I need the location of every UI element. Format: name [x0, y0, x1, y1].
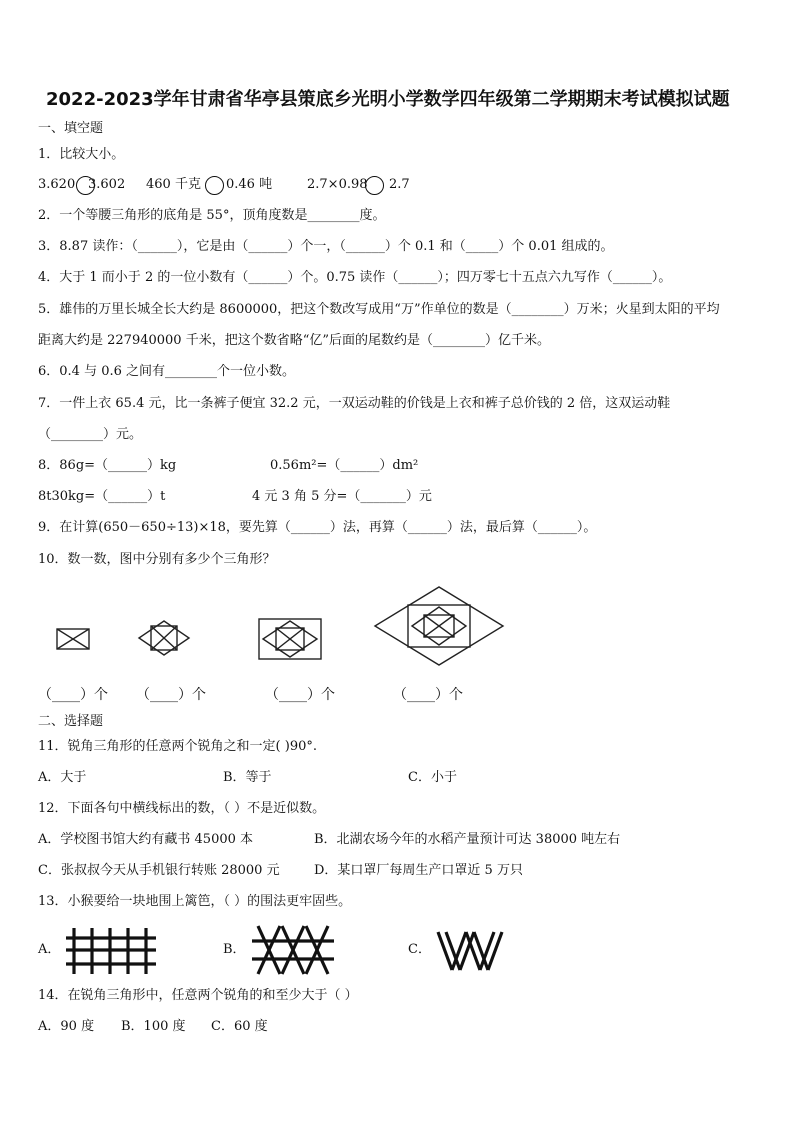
triangle-figure-4 — [374, 586, 504, 666]
question-7-line-2: （________）元。 — [38, 427, 143, 442]
q1-a-left: 3.620 — [38, 177, 76, 192]
q12-option-a[interactable]: A．学校图书馆大约有藏书 45000 本 — [38, 832, 254, 847]
q11-option-b[interactable]: B．等于 — [223, 770, 272, 785]
question-8a: 8．86g=（______）kg — [38, 458, 177, 473]
q1-b-left: 460 千克 — [146, 177, 201, 192]
q13-option-b[interactable]: B． — [223, 942, 246, 957]
q13-option-a[interactable]: A． — [38, 942, 61, 957]
section-heading-fill-blank: 一、填空题 — [38, 121, 104, 136]
q10-answer-blank-1[interactable]: （____）个 — [38, 687, 108, 703]
fence-grid-image — [66, 928, 156, 974]
q14-option-c[interactable]: C．60 度 — [211, 1019, 268, 1034]
question-11-stem: 11．锐角三角形的任意两个锐角之和一定( )90°. — [38, 739, 317, 754]
q1-b-right: 0.46 吨 — [226, 177, 273, 192]
question-9: 9．在计算(650－650÷13)×18，要先算（______）法，再算（______）法，最后算（______）。 — [38, 520, 597, 535]
fence-zigzag-image — [436, 930, 504, 972]
q12-option-d[interactable]: D．某口罩厂每周生产口罩近 5 万只 — [314, 863, 523, 878]
triangle-figure-2 — [138, 620, 190, 656]
q10-answer-blank-4[interactable]: （____）个 — [393, 687, 463, 703]
q13-option-c[interactable]: C． — [408, 942, 431, 957]
question-5-line-1: 5．雄伟的万里长城全长大约是 8600000，把这个数改写成用“万”作单位的数是（________）万米；火星到太阳的平均 — [38, 302, 720, 317]
q12-option-b[interactable]: B．北湖农场今年的水稻产量预计可达 38000 吨左右 — [314, 832, 621, 847]
question-8b: 0.56m²=（______）dm² — [270, 458, 419, 473]
q1-c-left: 2.7×0.98 — [307, 177, 368, 192]
compare-circle-blank[interactable] — [365, 176, 384, 195]
q12-option-c[interactable]: C．张叔叔今天从手机银行转账 28000 元 — [38, 863, 280, 878]
q1-a-right: 3.602 — [88, 177, 126, 192]
q11-option-c[interactable]: C．小于 — [408, 770, 457, 785]
question-4: 4．大于 1 而小于 2 的一位小数有（______）个。0.75 读作（______）；四万零七十五点六九写作（______）。 — [38, 270, 672, 285]
triangle-figure-3 — [258, 618, 322, 660]
question-7-line-1: 7．一件上衣 65.4 元，比一条裤子便宜 32.2 元，一双运动鞋的价钱是上衣和裤子总价钱的 2 倍，这双运动鞋 — [38, 396, 671, 411]
question-10-stem: 10．数一数，图中分别有多少个三角形？ — [38, 552, 276, 567]
question-6: 6．0.4 与 0.6 之间有________个一位小数。 — [38, 364, 296, 379]
section-heading-multiple-choice: 二、选择题 — [38, 714, 104, 729]
exam-title: 2022-2023学年甘肃省华亭县策底乡光明小学数学四年级第二学期期末考试模拟试题 — [46, 89, 730, 110]
q11-option-a[interactable]: A．大于 — [38, 770, 87, 785]
question-3: 3．8.87 读作：（______），它是由（______）个一，（______）个 0.1 和（_____）个 0.01 组成的。 — [38, 239, 614, 254]
q10-answer-blank-3[interactable]: （____）个 — [265, 687, 335, 703]
compare-circle-blank[interactable] — [205, 176, 224, 195]
question-12-stem: 12．下面各句中横线标出的数，（ ）不是近似数。 — [38, 801, 326, 816]
question-13-stem: 13．小猴要给一块地围上篱笆，（ ）的围法更牢固些。 — [38, 894, 352, 909]
q10-answer-blank-2[interactable]: （____）个 — [136, 687, 206, 703]
q14-option-a[interactable]: A．90 度 — [38, 1019, 95, 1034]
question-14-stem: 14．在锐角三角形中，任意两个锐角的和至少大于（ ） — [38, 988, 358, 1003]
triangle-figure-1 — [56, 628, 90, 650]
question-8d: 4 元 3 角 5 分=（_______）元 — [252, 489, 432, 504]
question-1-stem: 1．比较大小。 — [38, 147, 125, 162]
fence-cross-rail-image — [252, 924, 334, 976]
q14-option-b[interactable]: B．100 度 — [121, 1019, 186, 1034]
question-8c: 8t30kg=（______）t — [38, 489, 166, 504]
q1-c-right: 2.7 — [389, 177, 410, 192]
question-5-line-2: 距离大约是 227940000 千米，把这个数省略“亿”后面的尾数约是（________）亿千米。 — [38, 333, 550, 348]
question-2: 2．一个等腰三角形的底角是 55°，顶角度数是________度。 — [38, 208, 386, 223]
